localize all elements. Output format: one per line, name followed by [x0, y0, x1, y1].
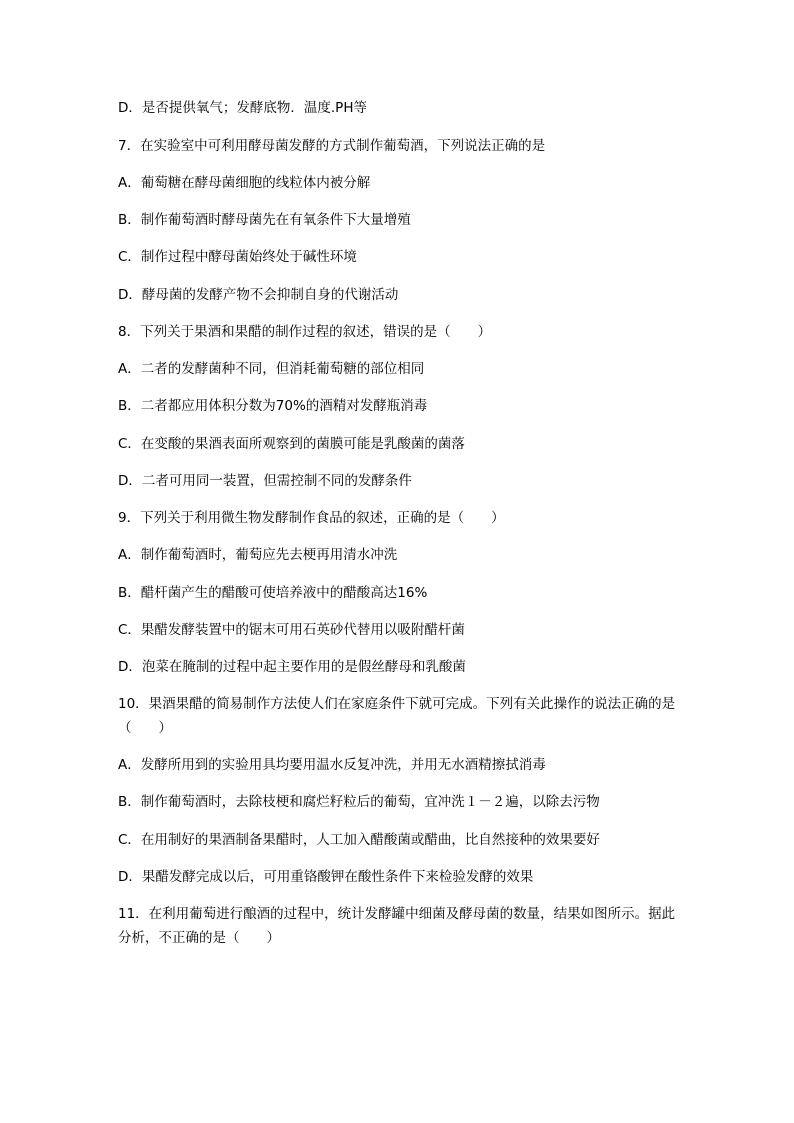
option-8c: C．在变酸的果酒表面所观察到的菌膜可能是乳酸菌的菌落 — [118, 436, 465, 452]
option-7c: C．制作过程中酵母菌始终处于碱性环境 — [118, 249, 357, 265]
option-9c: C．果醋发酵装置中的锯末可用石英砂代替用以吸附醋杆菌 — [118, 622, 465, 638]
option-10c: C．在用制好的果酒制备果醋时，人工加入醋酸菌或醋曲，比自然接种的效果要好 — [118, 832, 600, 848]
option-9b: B．醋杆菌产生的醋酸可使培养液中的醋酸高达16% — [118, 585, 428, 601]
option-8d: D．二者可用同一装置，但需控制不同的发酵条件 — [118, 473, 412, 489]
option-10d: D．果醋发酵完成以后，可用重铬酸钾在酸性条件下来检验发酵的效果 — [118, 869, 534, 885]
question-11: 11．在利用葡萄进行酿酒的过程中，统计发酵罐中细菌及酵母菌的数量，结果如图所示。据此分析，不正确的是（ ） — [118, 906, 676, 946]
option-9a: A．制作葡萄酒时，葡萄应先去梗再用清水冲洗 — [118, 547, 398, 563]
option-10a: A．发酵所用到的实验用具均要用温水反复冲洗，并用无水酒精擦拭消毒 — [118, 757, 546, 773]
option-8a: A．二者的发酵菌种不同，但消耗葡萄糖的部位相同 — [118, 361, 425, 377]
option-8b: B．二者都应用体积分数为70%的酒精对发酵瓶消毒 — [118, 398, 428, 414]
question-8: 8．下列关于果酒和果醋的制作过程的叙述，错误的是（ ） — [118, 324, 492, 340]
question-9: 9．下列关于利用微生物发酵制作食品的叙述，正确的是（ ） — [118, 510, 505, 526]
option-7a: A．葡萄糖在酵母菌细胞的线粒体内被分解 — [118, 175, 371, 191]
question-7: 7．在实验室中可利用酵母菌发酵的方式制作葡萄酒，下列说法正确的是 — [118, 138, 546, 154]
option-10b: B．制作葡萄酒时，去除枝梗和腐烂籽粒后的葡萄，宜冲洗１－２遍，以除去污物 — [118, 794, 600, 810]
option-7d: D．酵母菌的发酵产物不会抑制自身的代谢活动 — [118, 287, 399, 303]
question-10: 10．果酒果醋的简易制作方法使人们在家庭条件下就可完成。下列有关此操作的说法正确的是（ ） — [118, 696, 676, 736]
option-6d: D．是否提供氧气；发酵底物．温度.PH等 — [118, 100, 367, 116]
option-9d: D．泡菜在腌制的过程中起主要作用的是假丝酵母和乳酸菌 — [118, 659, 466, 675]
option-7b: B．制作葡萄酒时酵母菌先在有氧条件下大量增殖 — [118, 212, 411, 228]
